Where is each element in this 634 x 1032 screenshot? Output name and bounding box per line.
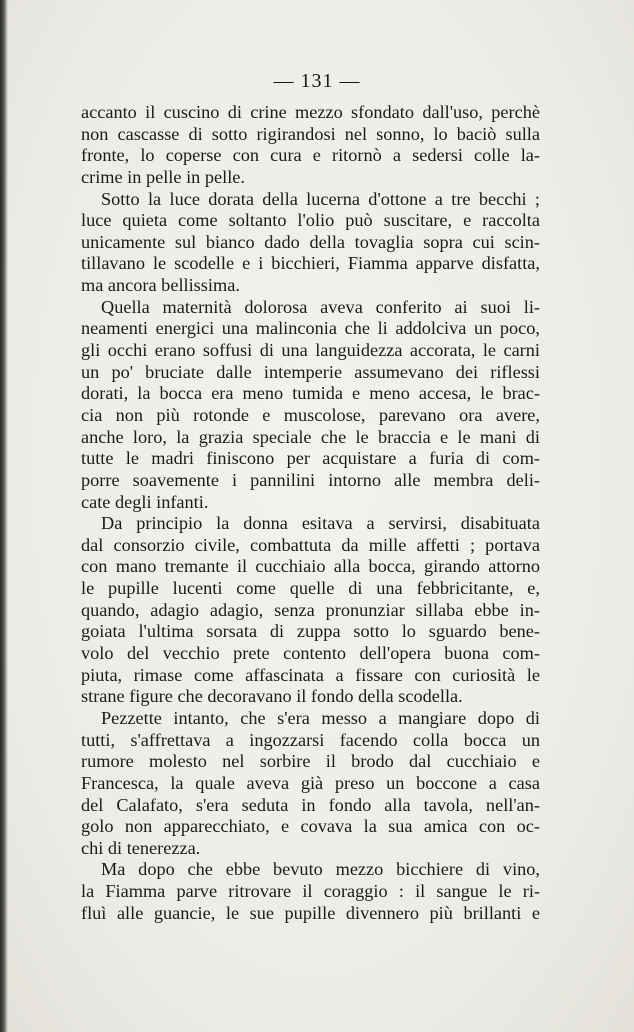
text-line: dal consorzio civile, combattuta da mille affetti ; portava	[81, 534, 540, 555]
page-number: — 131 —	[273, 70, 361, 92]
text-line: piuta, rimase come affascinata a fissare con curiosità le	[81, 664, 540, 685]
text-line: con mano tremante il cucchiaio alla bocca, girando attorno	[81, 556, 540, 577]
text-line: golo non apparecchiato, e covava la sua amica con oc-	[81, 816, 540, 837]
text-line: neamenti energici una malinconia che li addolciva un poco,	[81, 318, 540, 339]
text-line: le pupille lucenti come quelle di una febbricitante, e,	[81, 578, 540, 599]
text-line: non cascasse di sotto rigirandosi nel sonno, lo baciò sulla	[81, 123, 540, 144]
text-line: la Fiamma parve ritrovare il coraggio : il sangue le ri-	[81, 881, 540, 902]
text-line: Ma dopo che ebbe bevuto mezzo bicchiere di vino,	[101, 859, 540, 880]
text-line: goiata l'ultima sorsata di zuppa sotto lo sguardo bene-	[81, 621, 540, 642]
text-line: anche loro, la grazia speciale che le braccia e le mani di	[81, 426, 540, 447]
text-line: gli occhi erano soffusi di una languidezza accorata, le carni	[81, 340, 540, 361]
text-line: Quella maternità dolorosa aveva conferito ai suoi li-	[101, 296, 540, 317]
text-line: cia non più rotonde e muscolose, parevano ora avere,	[81, 404, 540, 425]
text-line: Pezzette intanto, che s'era messo a mangiare dopo di	[101, 707, 540, 728]
text-line: quando, adagio adagio, senza pronunziar sillaba ebbe in-	[81, 599, 540, 620]
text-line: unicamente sul bianco dado della tovaglia sopra cui scin-	[81, 231, 540, 252]
text-line: Francesca, la quale aveva già preso un boccone a casa	[81, 772, 540, 793]
text-line: Da principio la donna esitava a servirsi, disabituata	[101, 513, 540, 534]
text-line: cate degli infanti.	[81, 491, 209, 512]
text-line: accanto il cuscino di crine mezzo sfondato dall'uso, perchè	[81, 102, 540, 122]
text-line: rumore molesto nel sorbire il brodo dal cucchiaio e	[81, 751, 540, 772]
text-line: fronte, lo coperse con cura e ritornò a sedersi colle la-	[81, 145, 540, 166]
text-line: ma ancora bellissima.	[81, 275, 240, 296]
text-line: un po' bruciate dalle intemperie assumevano dei riflessi	[81, 361, 540, 382]
page-binding-edge	[0, 0, 8, 1032]
text-line: Sotto la luce dorata della lucerna d'ottone a tre becchi ;	[101, 188, 540, 209]
text-line: chi di tenerezza.	[81, 837, 201, 858]
text-line: crime in pelle in pelle.	[81, 166, 245, 187]
body-text	[81, 102, 540, 924]
text-line: tutte le madri finiscono per acquistare a furia di com-	[81, 448, 540, 469]
text-line: fluì alle guancie, le sue pupille divennero più brillanti e	[81, 902, 540, 923]
text-line: luce quieta come soltanto l'olio può suscitare, e raccolta	[81, 210, 540, 231]
text-line: dorati, la bocca era meno tumida e meno accesa, le brac-	[81, 383, 540, 404]
text-line: volo del vecchio prete contento dell'opera buona com-	[81, 643, 540, 664]
text-line: strane figure che decoravano il fondo della scodella.	[81, 686, 463, 707]
text-line: tillavano le scodelle e i bicchieri, Fiamma apparve disfatta,	[81, 253, 540, 274]
text-line: tutti, s'affrettava a ingozzarsi facendo colla bocca un	[81, 729, 540, 750]
text-line: porre soavemente i pannilini intorno alle membra deli-	[81, 469, 540, 490]
text-line: del Calafato, s'era seduta in fondo alla tavola, nell'an-	[81, 794, 540, 815]
